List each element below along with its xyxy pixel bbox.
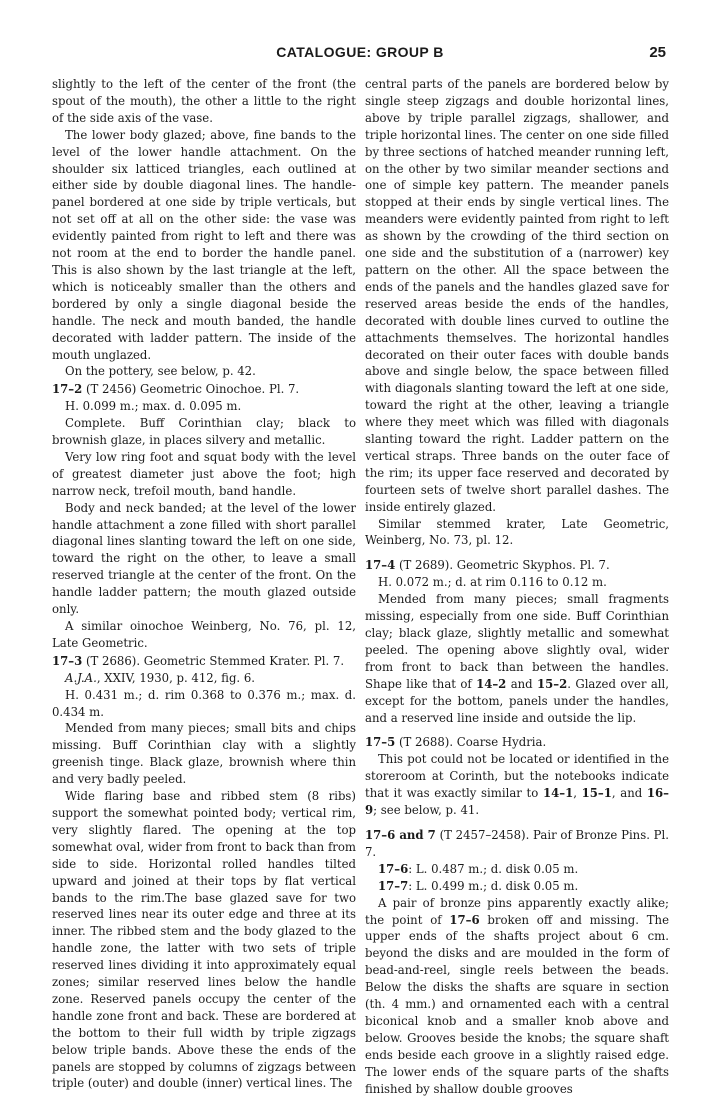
catalogue-entry-17-6-7 — [365, 827, 669, 1097]
right-column — [365, 76, 669, 1097]
entry-title: (T 2689). Geometric Skyphos. Pl. 7. — [395, 558, 610, 573]
entry-number: 17–5 — [365, 735, 396, 750]
journal-abbrev: A.J.A. — [65, 670, 97, 685]
paragraph: A similar oinochoe Weinberg, No. 76, pl. 12, Late Geometric. — [52, 619, 356, 650]
entry-number: 17–4 — [365, 558, 396, 573]
paragraph: central parts of the panels are bordered below by single steep zigzags and double horizontal lines, above by triple parallel zigzags, shallower, and triple horizontal lines. The center on one side filled by three sections of hatched meander running left, on the other by two similar meander sections and one of simple key pattern. The meander panels stopped at their ends by single vertical lines. The meanders were evidently painted from right to left as shown by the crowding of the third section on one side and the substitution of a (narrower) key pattern on the other. All the space between the ends of the panels and the handles glazed save for reserved areas beside the ends of the handles, decorated with double lines curved to outline the attachments themselves. The horizontal handles decorated on their outer faces with double bands above and single below, the space between filled with diagonals slanting toward the left at one side, toward the right at the other, leaving a triangle where they meet which was filled with diagonals slanting toward the right. Ladder pattern on the vertical straps. Three bands on the outer face of the rim; its upper face reserved and decorated by fourteen sets of twelve short parallel dashes. The inside entirely glazed. — [365, 77, 669, 514]
paragraph: On the pottery, see below, p. 42. — [65, 364, 256, 379]
entry-number: 17–6 and 7 — [365, 827, 436, 842]
entry-heading — [365, 827, 669, 861]
paragraph: The lower body glazed; above, fine bands to the level of the lower handle attachment. On the shoulder six latticed triangles, each outlined at either side by double diagonal lines. The handle-panel bordered at one side by triple verticals, but not set off at all on the other side: the vase was evidently painted from right to left and there was not room at the end to border the handle panel. This is also shown by the last triangle at the left, which is noticeably smaller than the others and bordered by only a single diagonal beside the handle. The neck and mouth banded, the handle decorated with ladder pattern. The inside of the mouth unglazed. — [52, 127, 356, 362]
entry-title: (T 2457–2458). Pair of Bronze Pins. Pl. 7. — [365, 827, 669, 859]
catalogue-entry-17-4 — [365, 557, 669, 726]
left-column — [52, 76, 356, 1092]
entry-title: (T 2688). Coarse Hydria. — [395, 735, 547, 750]
cross-reference: 15–1 — [581, 786, 612, 801]
entry-number: 17–2 — [52, 382, 83, 397]
catalogue-entry-17-3 — [52, 653, 356, 1093]
paragraph: Mended from many pieces; small bits and chips missing. Buff Corinthian clay with a slightly greenish tinge. Black glaze, brownish where thin and very badly peeled. — [52, 721, 356, 787]
entry-heading — [365, 557, 669, 574]
paragraph: This pot could not be located or identified in the storeroom at Corinth, but the notebooks indicate that it was exactly similar to 14–1, 15–1, and 16–9; see below, p. 41. — [365, 752, 670, 818]
cross-reference: 16–9 — [365, 786, 670, 818]
running-header — [54, 44, 666, 66]
catalogue-entry-17-5 — [365, 734, 669, 819]
entry-number: 17–3 — [52, 653, 83, 668]
entry-reference: A.J.A., XXIV, 1930, p. 412, fig. 6. — [65, 670, 256, 685]
paragraph: Mended from many pieces; small fragments missing, especially from one side. Buff Corinthian clay; black glaze, slightly metallic and somewhat peeled. The opening above slightly oval, wider from front to back than between the handles. Shape like that of 14–2 and 15–2. Glazed over all, except for the bottom, panels under the handles, and a reserved line inside and outside the lip. — [365, 592, 669, 725]
entry-title: (T 2456) Geometric Oinochoe. Pl. 7. — [82, 382, 300, 397]
paragraph: A pair of bronze pins apparently exactly alike; the point of 17–6 broken off and missing. The upper ends of the shafts project about 6 cm. beyond the disks and are moulded in the form of bead-and-reel, single reels between the beads. Below the disks the shafts are square in section (th. 4 mm.) and ornamented each with a central biconical knob and a smaller knob above and below. Grooves beside the knobs; the square shaft ends beside each groove in a slightly raised edge. The lower ends of the square parts of the shafts finished by shallow double grooves — [365, 895, 669, 1096]
entry-heading — [365, 734, 669, 751]
entry-dimensions: 17–6: L. 0.487 m.; d. disk 0.05 m. — [378, 861, 579, 876]
running-title: CATALOGUE: GROUP B — [276, 44, 444, 60]
entry-heading — [52, 653, 356, 670]
paragraph: Similar stemmed krater, Late Geometric, Weinberg, No. 73, pl. 12. — [365, 516, 669, 548]
cross-reference: 17–6 — [449, 912, 480, 927]
entry-dimensions: 17–7: L. 0.499 m.; d. disk 0.05 m. — [378, 878, 579, 893]
entry-title: (T 2686). Geometric Stemmed Krater. Pl. 7. — [82, 653, 345, 668]
entry-dimensions: H. 0.099 m.; max. d. 0.095 m. — [65, 399, 242, 414]
cross-reference: 14–1 — [542, 786, 574, 801]
entry-dimensions: H. 0.072 m.; d. at rim 0.116 to 0.12 m. — [378, 575, 607, 590]
paragraph: Body and neck banded; at the level of the lower handle attachment a zone filled with short parallel diagonal lines slanting toward the left on one side, toward the right on the other, to leave a small reserved triangle at the center of the front. On the handle ladder pattern; the mouth glazed outside only. — [52, 500, 356, 617]
paragraph: Wide flaring base and ribbed stem (8 ribs) support the somewhat pointed body; vertical rim, very slightly flared. The opening at the top somewhat oval, wider from front to back than from side to side. Horizontal rolled handles tilted upward and joined at their tops by flat vertical bands to the rim.The base glazed save for two reserved lines near its outer edge and three at its inner. The ribbed stem and the body glazed to the handle zone, the latter with two sets of triple reserved lines dividing it into approximately equal zones; similar reserved lines below the handle zone. Reserved panels occupy the center of the handle zone front and back. These are bordered at the bottom to their full width by triple zigzags below triple bands. Above these the ends of the panels are stopped by columns of zigzags between triple (outer) and double (inner) vertical lines. The — [52, 789, 356, 1091]
cross-reference: 15–2 — [537, 676, 568, 691]
entry-heading — [52, 381, 356, 398]
page-number: 25 — [649, 44, 666, 61]
paragraph: slightly to the left of the center of the front (the spout of the mouth), the other a little to the right of the side axis of the vase. — [52, 77, 356, 125]
cross-reference: 14–2 — [476, 676, 507, 691]
paragraph: Very low ring foot and squat body with the level of greatest diameter just above the foot; high narrow neck, trefoil mouth, band handle. — [52, 449, 356, 498]
catalogue-entry-17-2 — [52, 381, 356, 652]
entry-dimensions: H. 0.431 m.; d. rim 0.368 to 0.376 m.; max. d. 0.434 m. — [52, 687, 356, 719]
paragraph: Complete. Buff Corinthian clay; black to brownish glaze, in places silvery and metallic. — [52, 416, 356, 448]
